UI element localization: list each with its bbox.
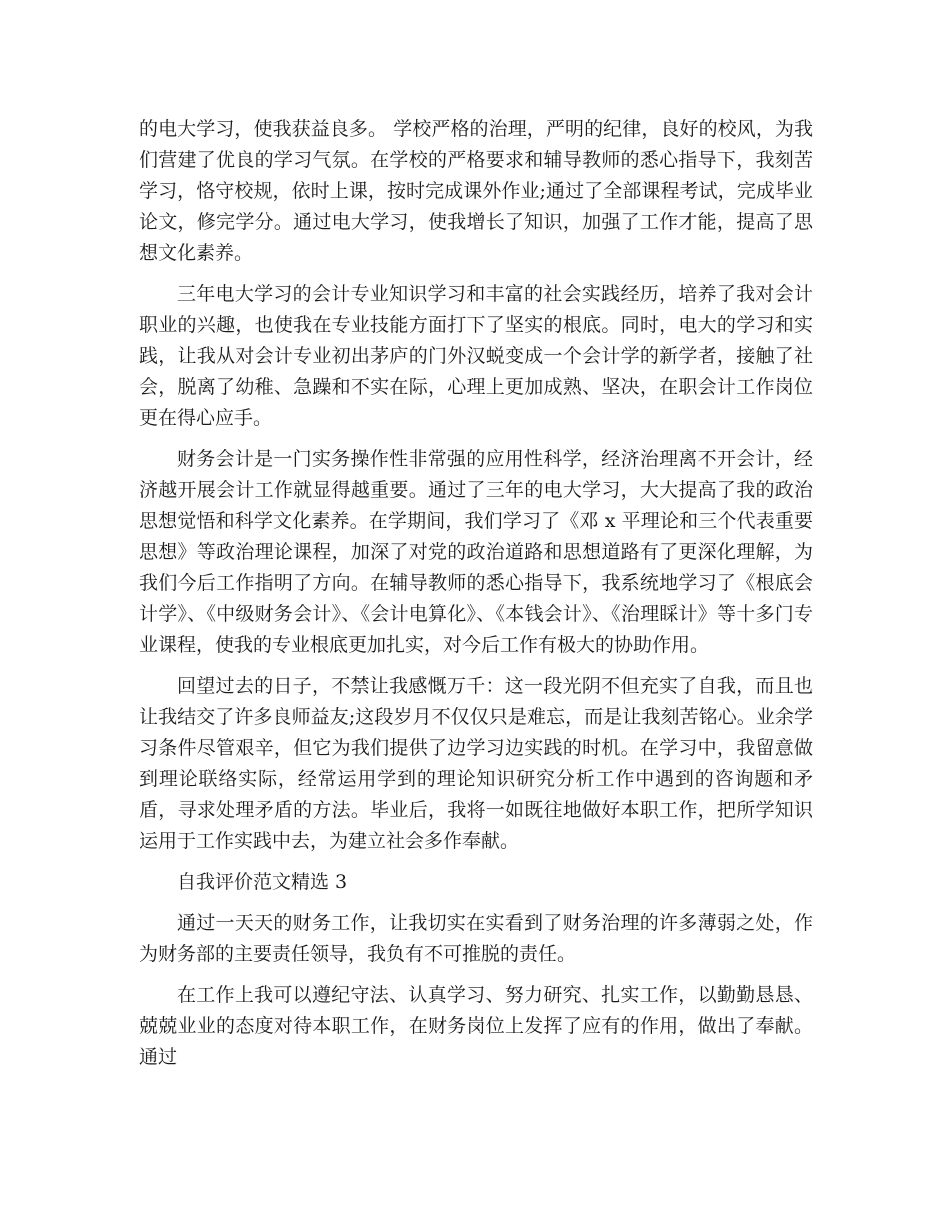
paragraph-6: 在工作上我可以遵纪守法、认真学习、努力研究、扎实工作，以勤勤恳恳、兢兢业业的态度对待本职工作，在财务岗位上发挥了应有的作用，做出了奉献。通过 (139, 984, 813, 1068)
paragraph-4: 回望过去的日子，不禁让我感慨万千：这一段光阴不但充实了自我，而且也让我结交了许多良师益友;这段岁月不仅仅只是难忘，而是让我刻苦铭心。业余学习条件尽管艰辛，但它为我们提供了边学习边实践的时机。在学习中，我留意做到理论联络实际，经常运用学到的理论知识研究分析工作中遇到的咨询题和矛盾，寻求处理矛盾的方法。毕业后，我将一如既往地做好本职工作，把所学知识运用于工作实践中去，为建立社会多作奉献。 (139, 675, 813, 852)
section-heading: 自我评价范文精选 3 (177, 871, 348, 893)
paragraph-1: 的电大学习，使我获益良多。 学校严格的治理，严明的纪律，良好的校风，为我们营建了优良的学习气氛。在学校的严格要求和辅导教师的悉心指导下，我刻苦学习，恪守校规，依时上课，按时完成课外作业;通过了全部课程考试，完成毕业论文，修完学分。通过电大学习，使我增长了知识，加强了工作才能，提高了思想文化素养。 (139, 118, 813, 264)
paragraph-2: 三年电大学习的会计专业知识学习和丰富的社会实践经历，培养了我对会计职业的兴趣，也使我在专业技能方面打下了坚实的根底。同时，电大的学习和实践，让我从对会计专业初出茅庐的门外汉蜕变成一个会计学的新学者，接触了社会，脱离了幼稚、急躁和不实在际，心理上更加成熟、坚决，在职会计工作岗位更在得心应手。 (139, 283, 813, 429)
paragraph-5: 通过一天天的财务工作，让我切实在实看到了财务治理的许多薄弱之处，作为财务部的主要责任领导，我负有不可推脱的责任。 (139, 912, 813, 965)
paragraph-3: 财务会计是一门实务操作性非常强的应用性科学，经济治理离不开会计，经济越开展会计工作就显得越重要。通过了三年的电大学习，大大提高了我的政治思想觉悟和科学文化素养。在学期间，我们学习了《邓 x 平理论和三个代表重要思想》等政治理论课程，加深了对党的政治道路和思想道路有了更深化理解，为我们今后工作指明了方向。在辅导教师的悉心指导下，我系统地学习了《根底会计学》、《中级财务会计》、《会计电算化》、《本钱会计》、《治理睬计》等十多门专业课程，使我的专业根底更加扎实，对今后工作有极大的协助作用。 (139, 448, 813, 656)
document-body (139, 114, 813, 1083)
